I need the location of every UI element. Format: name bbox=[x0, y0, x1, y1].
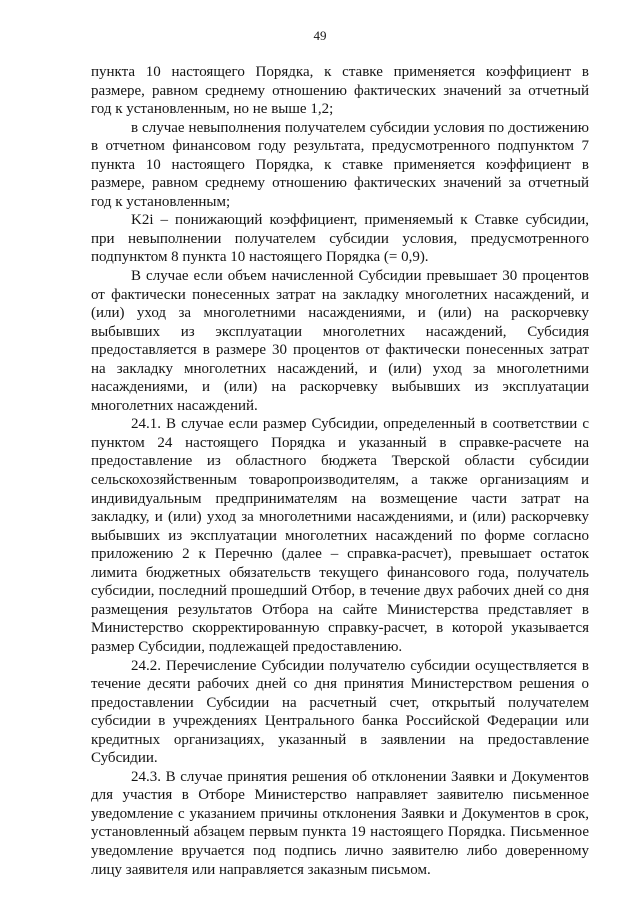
paragraph-nonfulfillment-result: в случае невыполнения получателем субсидии условия по достижению в отчетном финансовом году результата, предусмотренного подпунктом 7 пункта 10 настоящего Порядка, к ставке применяется коэффициент в размере, равном среднему отношению фактических значений за отчетный год к установленным; bbox=[91, 119, 589, 210]
paragraph-24-2: 24.2. Перечисление Субсидии получателю субсидии осуществляется в течение десяти рабочих дней со дня принятия Министерством решения о предоставлении Субсидии на расчетный счет, открытый получателем субсидии в учреждениях Центрального банка Российской Федерации или кредитных организациях, указанный в заявлении на предоставление Субсидии. bbox=[91, 657, 589, 767]
paragraph-k2i-coefficient: K2i – понижающий коэффициент, применяемый к Ставке субсидии, при невыполнении получателем субсидии условия, предусмотренного подпунктом 8 пункта 10 настоящего Порядка (= 0,9). bbox=[91, 212, 589, 266]
paragraph-30-percent-cap: В случае если объем начисленной Субсидии превышает 30 процентов от фактически понесенных затрат на закладку многолетних насаждений, и (или) уход за многолетними насаждениями, и (или) на раскорчевку выбывших из эксплуатации многолетних насаждений, Субсидия предоставляется в размере 30 процентов от фактически понесенных затрат на закладку многолетних насаждений, и (или) уход за многолетними насаждениями, и (или) на раскорчевку выбывших из эксплуатации многолетних насаждений. bbox=[91, 268, 589, 414]
paragraph-24-3: 24.3. В случае принятия решения об отклонении Заявки и Документов для участия в Отборе Министерство направляет заявителю письменное уведомление с указанием причины отклонения Заявки и Документов в срок, установленный абзацем первым пункта 19 настоящего Порядка. Письменное уведомление вручается под подпись лично заявителю либо доверенному лицу заявителя или направляется заказным письмом. bbox=[91, 768, 589, 878]
paragraph-continuation: пункта 10 настоящего Порядка, к ставке применяется коэффициент в размере, равном среднему отношению фактических значений за отчетный год к установленным, но не выше 1,2; bbox=[91, 64, 589, 118]
page-number: 49 bbox=[313, 28, 327, 43]
document-body bbox=[91, 63, 589, 879]
paragraph-24-1: 24.1. В случае если размер Субсидии, определенный в соответствии с пунктом 24 настоящего Порядка и указанный в справке-расчете на предоставление из областного бюджета Тверской области субсидии сельскохозяйственным товаропроизводителям, а также организациям и индивидуальным предпринимателям на возмещение части затрат на закладку, и (или) уход за многолетними насаждениями, и (или) раскорчевку выбывших из эксплуатации многолетних насаждений по форме согласно приложению 2 к Перечню (далее – справка-расчет), превышает остаток лимита бюджетных обязательств текущего финансового года, получатель субсидии, последний прошедший Отбор, в течение двух рабочих дней со дня размещения результатов Отбора на сайте Министерства представляет в Министерство скорректированную справку-расчет, в которой указывается размер Субсидии, подлежащей предоставлению. bbox=[91, 416, 589, 655]
